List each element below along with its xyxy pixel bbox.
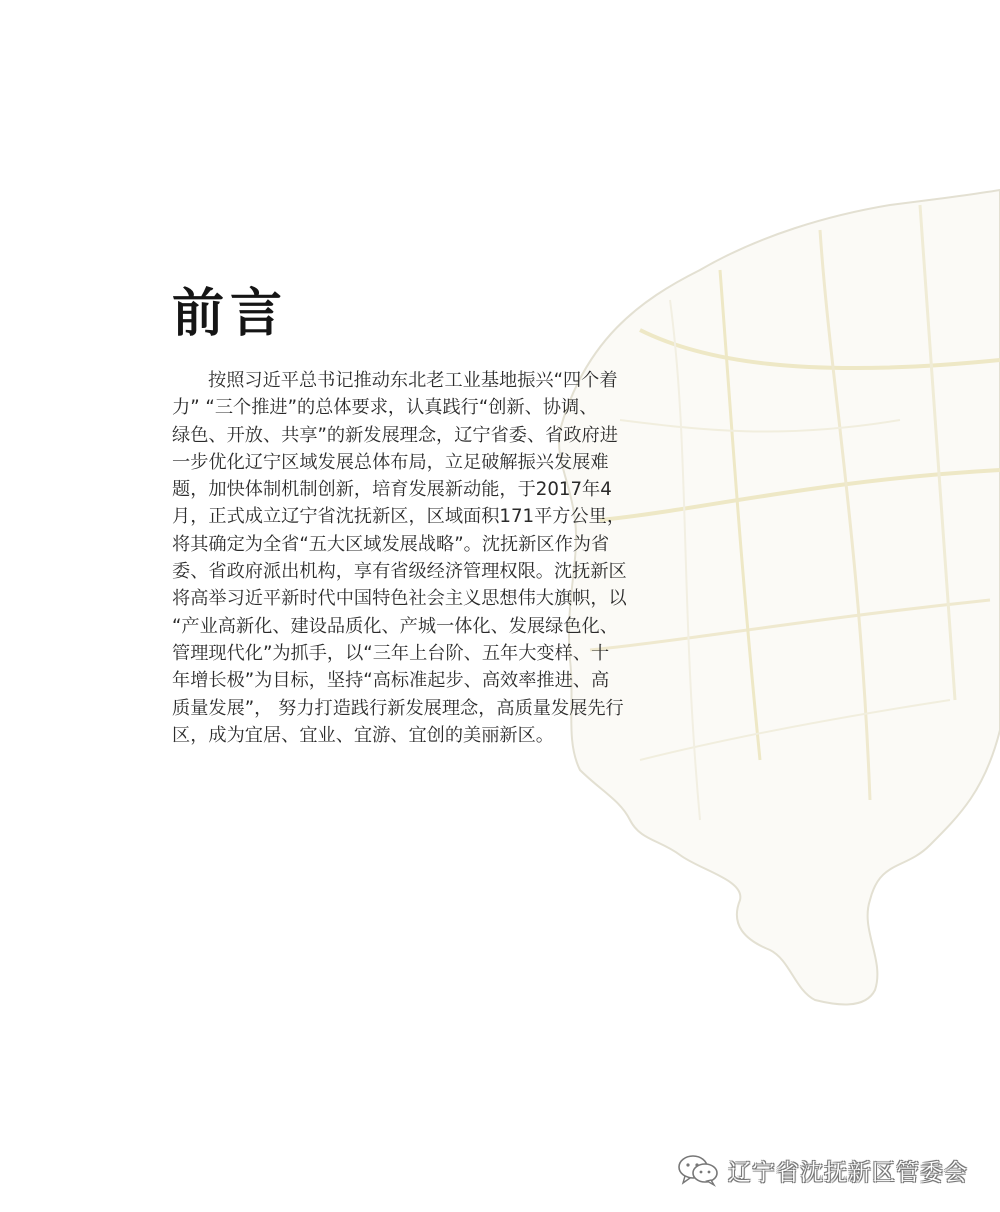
paragraph-line: 将其确定为全省“五大区域发展战略”。沈抚新区作为省	[172, 533, 610, 555]
preface-paragraph	[172, 367, 627, 749]
paragraph-line: 绿色、开放、共享”的新发展理念，辽宁省委、省政府进	[172, 424, 618, 446]
paragraph-line: 年增长极”为目标，坚持“高标准起步、高效率推进、高	[172, 670, 610, 692]
paragraph-line: 按照习近平总书记推动东北老工业基地振兴“四个着	[208, 370, 618, 391]
paragraph-line: 月，正式成立辽宁省沈抚新区，区域面积171平方公里，	[172, 506, 626, 528]
paragraph-line: 区，成为宜居、宜业、宜游、宜创的美丽新区。	[172, 724, 554, 746]
paragraph-line: 力” “三个推进”的总体要求，认真践行“创新、协调、	[172, 397, 598, 419]
paragraph-line: 一步优化辽宁区域发展总体布局，立足破解振兴发展难	[172, 451, 609, 473]
wechat-icon	[676, 1152, 720, 1188]
paragraph-line: “产业高新化、建设品质化、产城一体化、发展绿色化、	[172, 615, 618, 637]
paragraph-line: 题，加快体制机制创新，培育发展新动能，于2017年4	[172, 479, 612, 501]
paragraph-line: 将高举习近平新时代中国特色社会主义思想伟大旗帜，以	[172, 588, 627, 610]
paragraph-line: 质量发展”， 努力打造践行新发展理念，高质量发展先行	[172, 697, 624, 719]
paragraph-line: 委、省政府派出机构，享有省级经济管理权限。沈抚新区	[172, 561, 627, 583]
wechat-watermark	[676, 1150, 968, 1190]
watermark-text: 辽宁省沈抚新区管委会	[728, 1159, 968, 1186]
page-title: 前言	[172, 283, 289, 344]
paragraph-line: 管理现代化”为抓手，以“三年上台阶、五年大变样、十	[172, 642, 610, 664]
